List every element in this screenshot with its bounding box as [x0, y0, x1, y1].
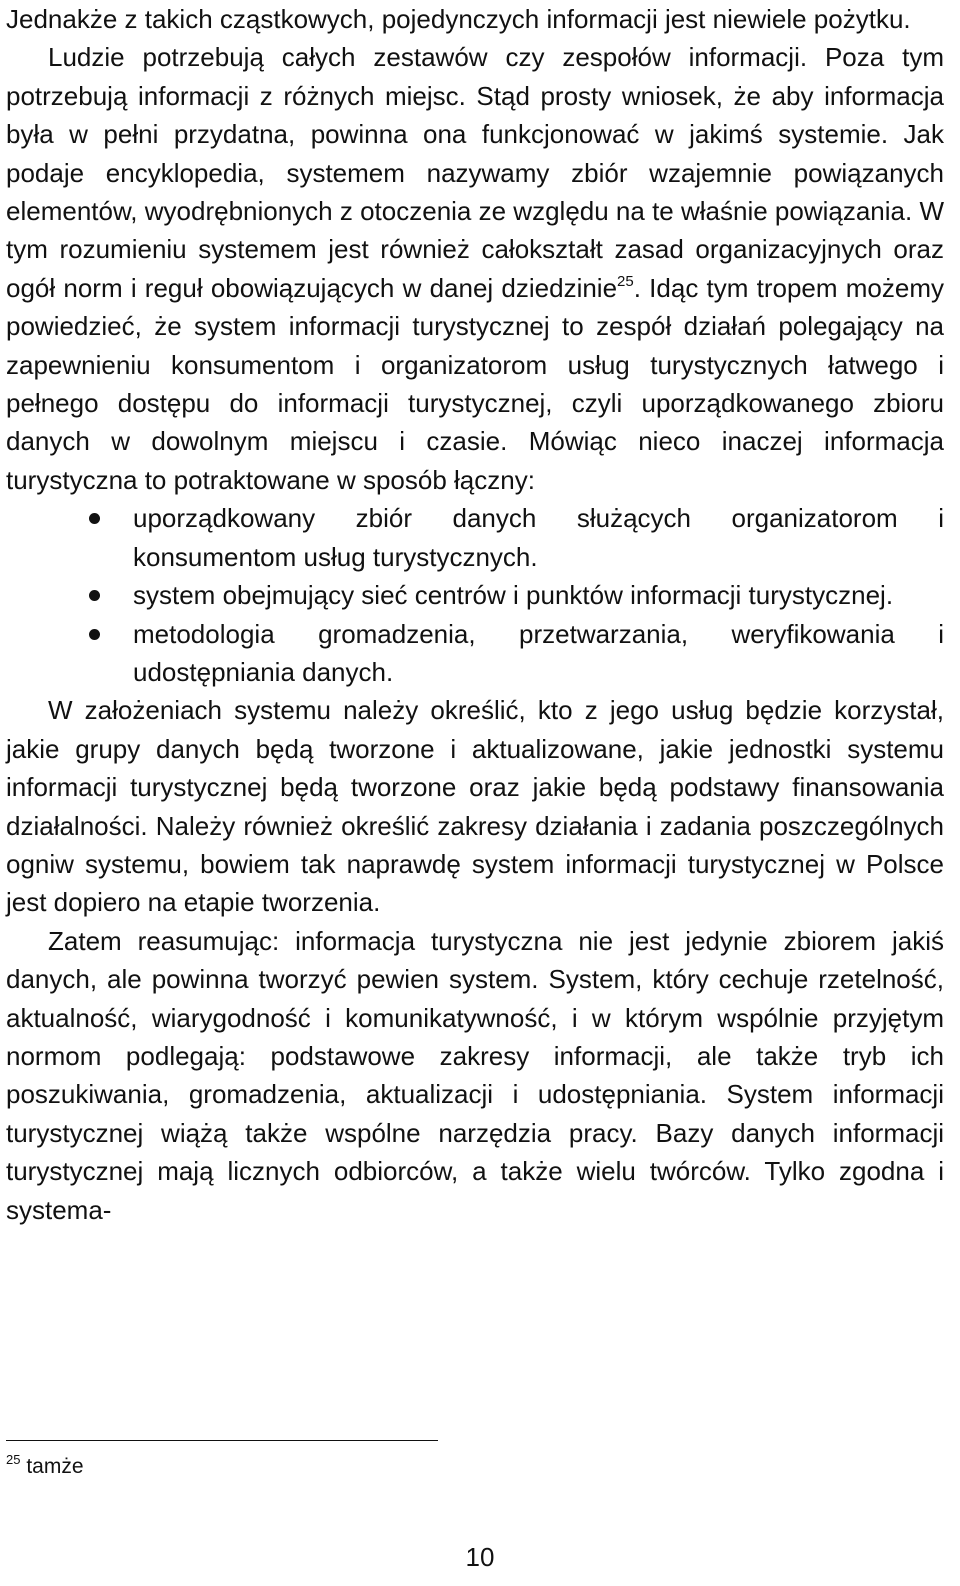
paragraph-4: Zatem reasumując: informacja turystyczna nie jest jedynie zbiorem jakiś danych, ale powinna tworzyć pewien system. System, który cechuje rzetelność, aktualność, wiarygodność i komunikatywność, i w którym wspólnie przyjętym normom podlegają: podstawowe zakresy informacji, ale także tryb ich poszukiwania, gromadzenia, aktualizacji i udostępniania. System informacji turystycznej wiążą także wspólne narzędzia pracy. Bazy danych informacji turystycznej mają licznych odbiorców, a także wielu twórców. Tylko zgodna i systema- [6, 925, 944, 1225]
page-number: 10 [465, 1542, 495, 1572]
bullet-item-1 [6, 499, 944, 576]
paragraph-2-text-before: Ludzie potrzebują całych zestawów czy zespołów informacji. Poza tym potrzebują informacji z różnych miejsc. Stąd prosty wniosek, że aby informacja była w pełni przydatna, powinna ona funkcjonować w jakimś systemie. Jak podaje encyklopedia, systemem nazywamy zbiór wzajemnie powiązanych elementów, wyodrębnionych z otoczenia ze względu na te właśnie powiązania. W tym rozumieniu systemem jest również całokształt zasad organizacyjnych oraz ogół norm i reguł obowiązujących w danej dziedzinie [6, 42, 944, 303]
footnote-reference: 25 [617, 272, 634, 290]
footnote-separator [6, 1440, 438, 1441]
bullet-item-text: uporządkowany zbiór danych służących organizatorom i konsumentom usług turystycznych. [133, 503, 944, 572]
bullet-item-2 [6, 576, 944, 614]
bullet-dot-icon [89, 513, 100, 524]
paragraph-3: W założeniach systemu należy określić, kto z jego usług będzie korzystał, jakie grupy danych będą tworzone i aktualizowane, jakie jednostki systemu informacji turystycznej będą tworzone oraz jakie będą podstawy finansowania działalności. Należy również określić zakresy działania i zadania poszczególnych ogniw systemu, bowiem tak naprawdę system informacji turystycznej w Polsce jest dopiero na etapie tworzenia. [6, 695, 944, 918]
document-page [6, 0, 944, 1229]
bullet-item-3 [6, 615, 944, 692]
bullet-list [6, 499, 944, 691]
paragraph-2-text-after: . Idąc tym tropem możemy powiedzieć, że system informacji turystycznej to zespół działań polegający na zapewnieniu konsumentom i organizatorom usług turystycznych łatwego i pełnego dostępu do informacji turystycznej, czyli uporządkowanego zbioru danych w dowolnym miejscu i czasie. Mówiąc nieco inaczej informacja turystyczna to potraktowane w sposób łączny: [6, 272, 944, 495]
bullet-item-text: system obejmujący sieć centrów i punktów informacji turystycznej. [133, 580, 894, 611]
paragraph-2 [6, 38, 944, 499]
footnote-text: tamże [26, 1455, 84, 1478]
footnote-number: 25 [6, 1452, 21, 1467]
footnote [6, 1453, 84, 1481]
bullet-dot-icon [89, 629, 100, 640]
bullet-item-text: metodologia gromadzenia, przetwarzania, weryfikowania i udostępniania danych. [133, 618, 944, 687]
bullet-dot-icon [89, 590, 100, 601]
paragraph-1: Jednakże z takich cząstkowych, pojedynczych informacji jest niewiele pożytku. [6, 4, 911, 34]
